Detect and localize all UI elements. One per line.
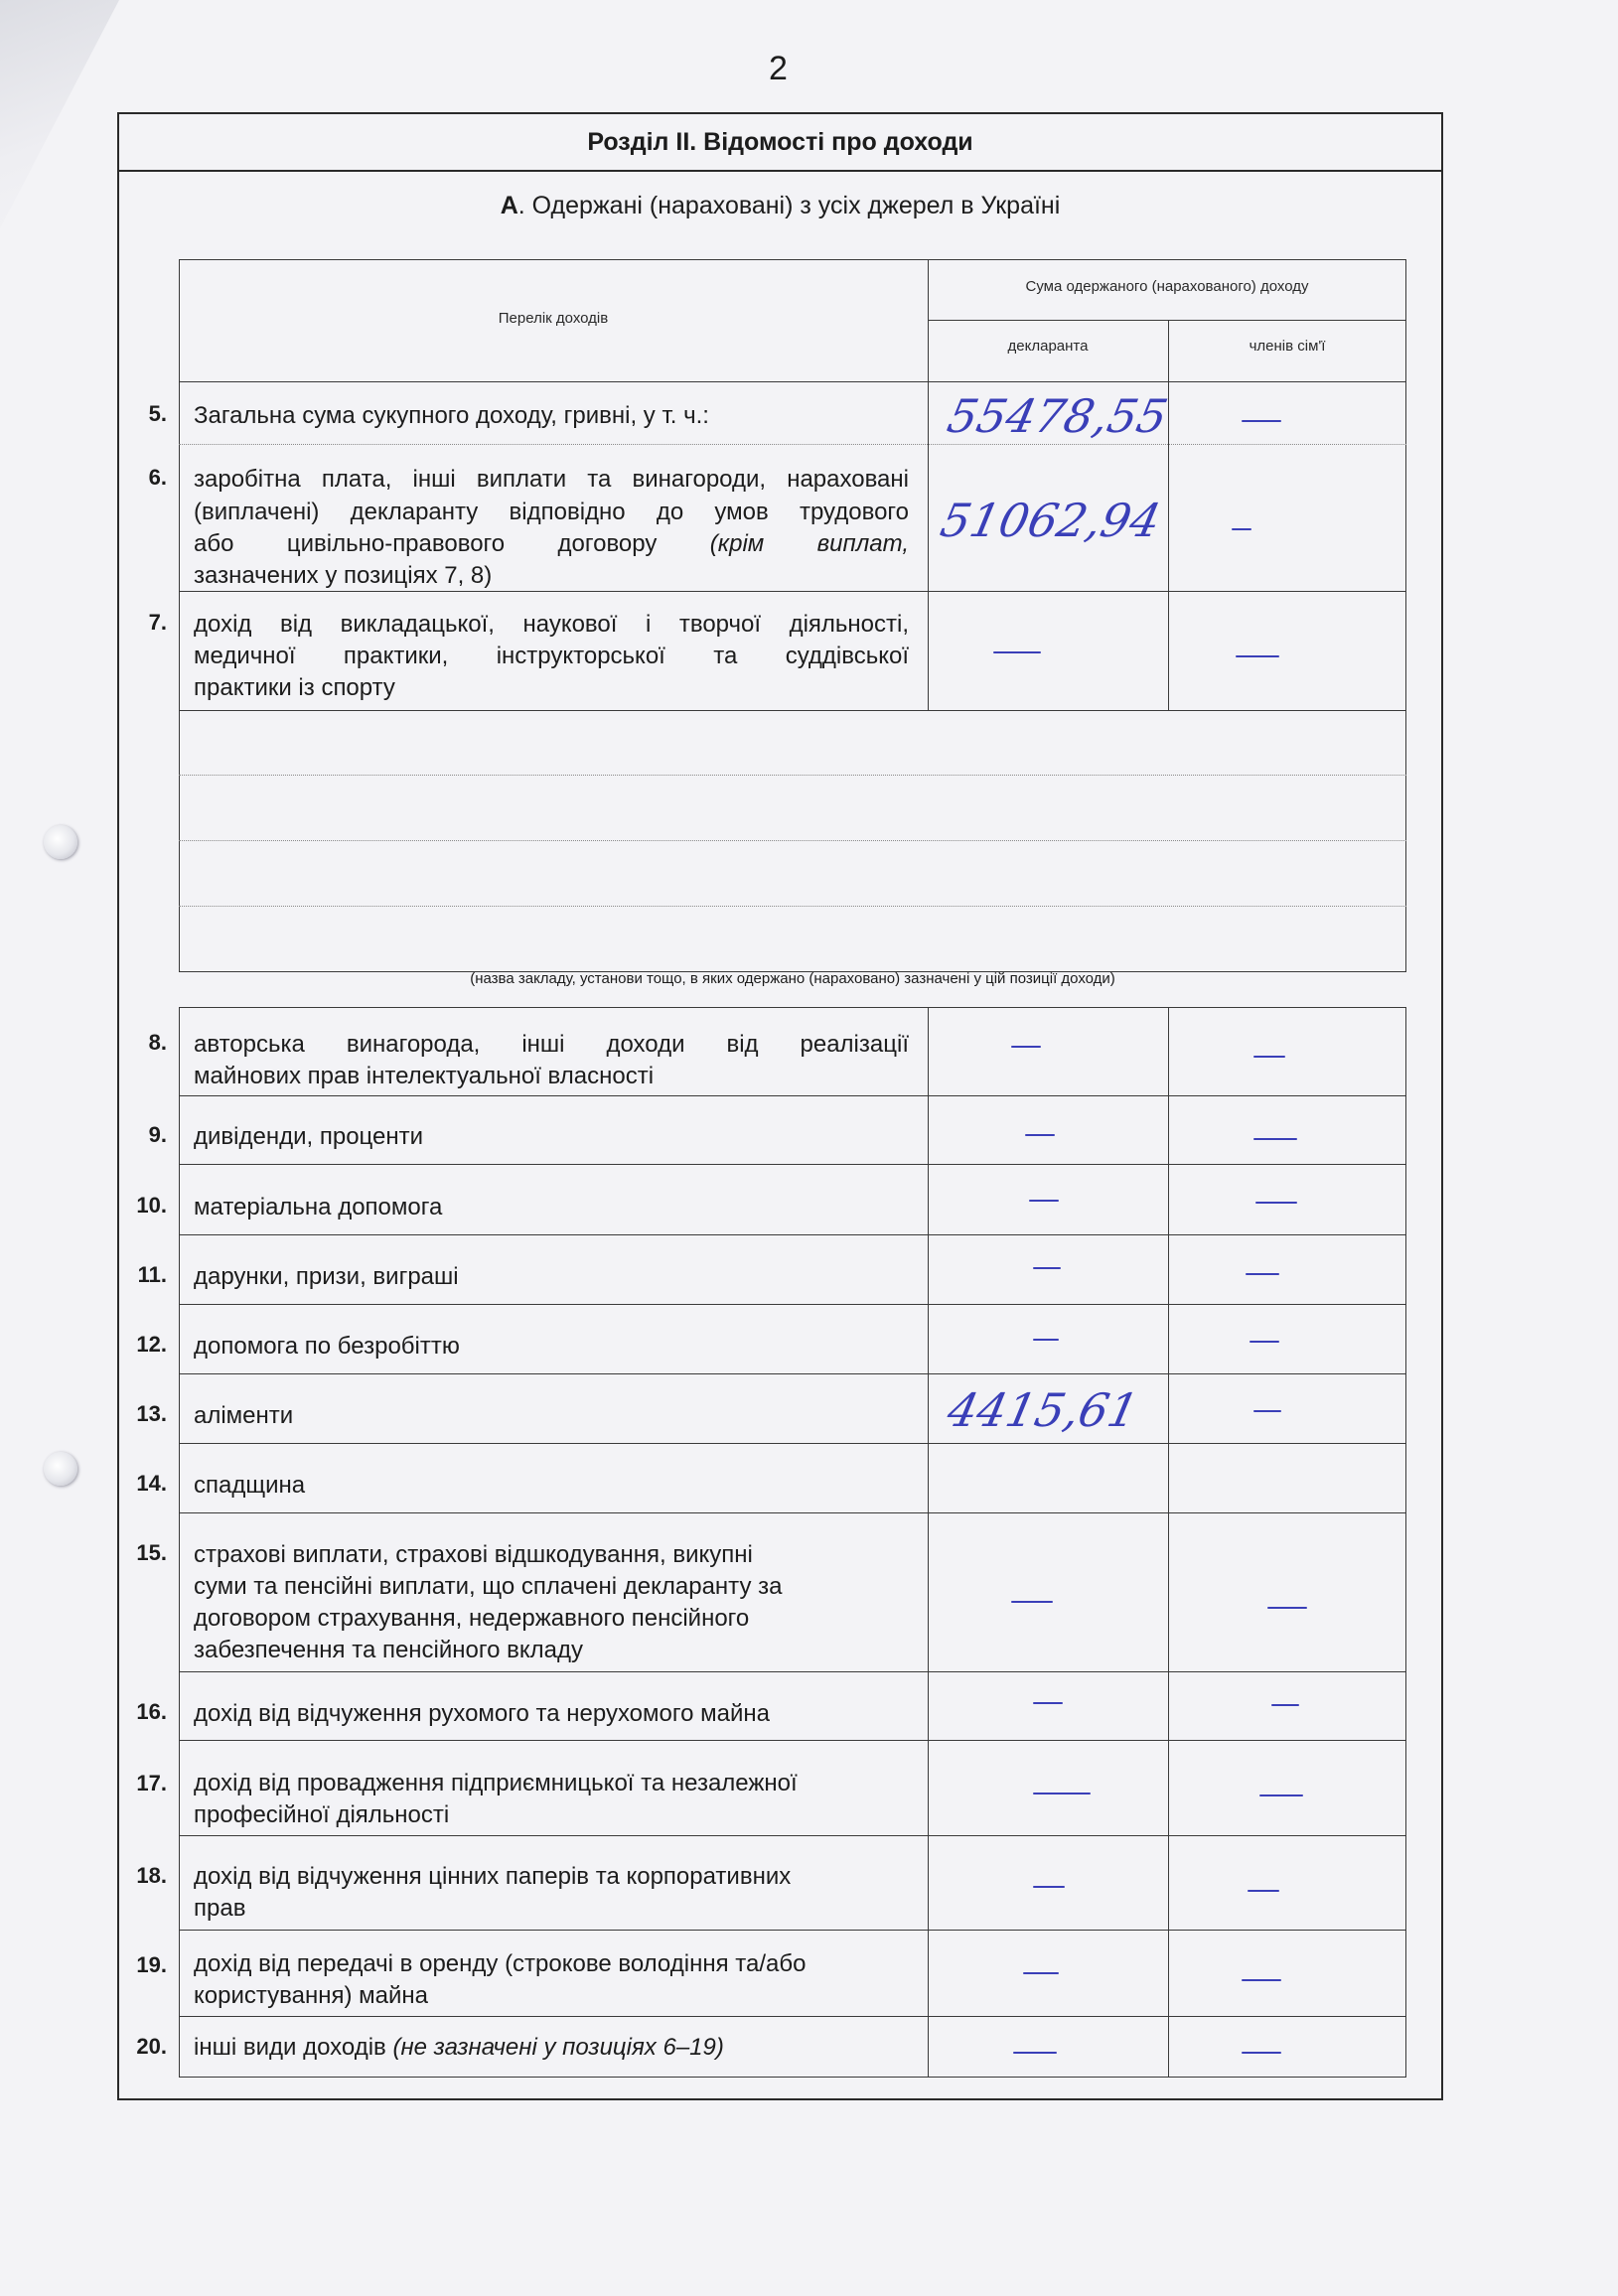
row-number: 19.	[136, 1952, 167, 1977]
row-number: 16.	[136, 1699, 167, 1724]
row-text-line: договором страхування, недержавного пенсійного	[194, 1605, 750, 1632]
row-number: 8.	[148, 1030, 167, 1055]
row-text-line: прав	[194, 1895, 246, 1922]
family-dash	[1267, 1607, 1307, 1609]
family-dash	[1253, 1138, 1297, 1140]
row-number: 10.	[136, 1193, 167, 1218]
row-number: 14.	[136, 1471, 167, 1496]
row-text: дарунки, призи, виграші	[194, 1263, 459, 1290]
row-text-line: дохід від передачі в оренду (строкове володіння та/або	[194, 1950, 807, 1977]
row-text-line: зазначених у позиціях 7, 8)	[194, 562, 493, 589]
declarant-dash	[1029, 1200, 1059, 1202]
row-text-line: професійної діяльності	[194, 1801, 450, 1828]
row-number: 6.	[148, 465, 167, 490]
header-declarant: декларанта	[1007, 338, 1089, 355]
declarant-dash	[1033, 1793, 1091, 1794]
row-text-line: заробітна плата, інші виплати та винагороди, нараховані	[194, 466, 909, 493]
subsection-title	[119, 192, 1441, 220]
declarant-dash	[1033, 1702, 1063, 1704]
row-text-line: користування) майна	[194, 1982, 428, 2009]
row-text: інші види доходів (не зазначені у позиціях 6–19)	[194, 2034, 724, 2061]
declarant-dash	[1011, 1601, 1053, 1603]
subsection-text: . Одержані (нараховані) з усіх джерел в Україні	[517, 192, 1061, 219]
family-dash	[1236, 655, 1279, 657]
row-text-line: або цивільно-правового договору (крім виплат,	[194, 530, 909, 557]
row-text-line: авторська винагорода, інші доходи від реалізації	[194, 1031, 909, 1058]
row-text: спадщина	[194, 1472, 306, 1499]
declarant-dash	[1033, 1339, 1059, 1341]
punch-hole-top	[44, 825, 77, 859]
row-text-line: майнових прав інтелектуальної власності	[194, 1063, 655, 1089]
declarant-dash	[993, 651, 1041, 653]
family-dash	[1242, 2052, 1281, 2054]
declarant-dash	[1011, 1046, 1041, 1048]
row-number: 9.	[148, 1122, 167, 1147]
row-text-line: страхові виплати, страхові відшкодування, викупні	[194, 1541, 753, 1568]
family-dash	[1271, 1704, 1299, 1706]
row-text-line: дохід від відчуження цінних паперів та корпоративних	[194, 1863, 792, 1890]
row-number: 20.	[136, 2034, 167, 2059]
row-number: 7.	[148, 610, 167, 635]
family-dash	[1253, 1056, 1285, 1058]
row-text: матеріальна допомога	[194, 1194, 443, 1220]
folded-page-corner	[0, 0, 119, 228]
header-family: членів сім'ї	[1249, 338, 1326, 355]
row-number: 13.	[136, 1401, 167, 1426]
header-income-list: Перелік доходів	[498, 310, 609, 327]
header-income-sum: Сума одержаного (нарахованого) доходу	[1025, 278, 1309, 295]
declarant-value-handwritten: 51062,94	[936, 494, 1166, 547]
row-number: 12.	[136, 1332, 167, 1357]
declarant-dash	[1013, 2052, 1057, 2054]
page-number: 2	[769, 50, 788, 87]
family-dash	[1248, 1890, 1279, 1892]
family-dash	[1250, 1341, 1279, 1343]
family-dash	[1253, 1410, 1281, 1412]
declarant-dash	[1033, 1267, 1061, 1269]
row-number: 15.	[136, 1540, 167, 1565]
row-text-line: дохід від провадження підприємницької та незалежної	[194, 1770, 798, 1796]
declarant-value-handwritten: 4415,61	[943, 1383, 1143, 1437]
row-text: аліменти	[194, 1402, 294, 1429]
row-number: 5.	[148, 401, 167, 426]
row-text-line: дохід від викладацької, наукової і творчої діяльності,	[194, 611, 909, 638]
institution-note: (назва закладу, установи тощо, в яких одержано (нараховано) зазначені у цій позиції доходи)	[470, 970, 1115, 987]
punch-hole-bottom	[44, 1452, 77, 1486]
family-dash	[1255, 1202, 1297, 1204]
declarant-dash	[1023, 1972, 1059, 1974]
subsection-letter: А	[500, 192, 518, 219]
row-number: 17.	[136, 1771, 167, 1795]
declarant-dash	[1033, 1886, 1065, 1888]
family-dash	[1242, 1979, 1281, 1981]
row-text: дивіденди, проценти	[194, 1123, 424, 1150]
declarant-dash	[1025, 1134, 1055, 1136]
row-text-line: медичної практики, інструкторської та суддівської	[194, 643, 909, 669]
row-number: 18.	[136, 1863, 167, 1888]
family-dash	[1259, 1794, 1303, 1796]
row-text-line: (виплачені) декларанту відповідно до умов трудового	[194, 499, 909, 525]
family-dash	[1242, 420, 1281, 422]
row-text: допомога по безробіттю	[194, 1333, 460, 1360]
family-dash	[1246, 1273, 1279, 1275]
row-text: Загальна сума сукупного доходу, гривні, у т. ч.:	[194, 402, 709, 429]
declarant-value-handwritten: 55478,55	[943, 389, 1173, 443]
row-number: 11.	[137, 1262, 167, 1287]
family-dash	[1232, 528, 1251, 530]
row-text: дохід від відчуження рухомого та нерухомого майна	[194, 1700, 770, 1727]
row-text-line: забезпечення та пенсійного вкладу	[194, 1637, 584, 1663]
section-title: Розділ ІІ. Відомості про доходи	[119, 114, 1441, 172]
row-text-line: суми та пенсійні виплати, що сплачені декларанту за	[194, 1573, 783, 1600]
row-text-line: практики із спорту	[194, 674, 395, 701]
